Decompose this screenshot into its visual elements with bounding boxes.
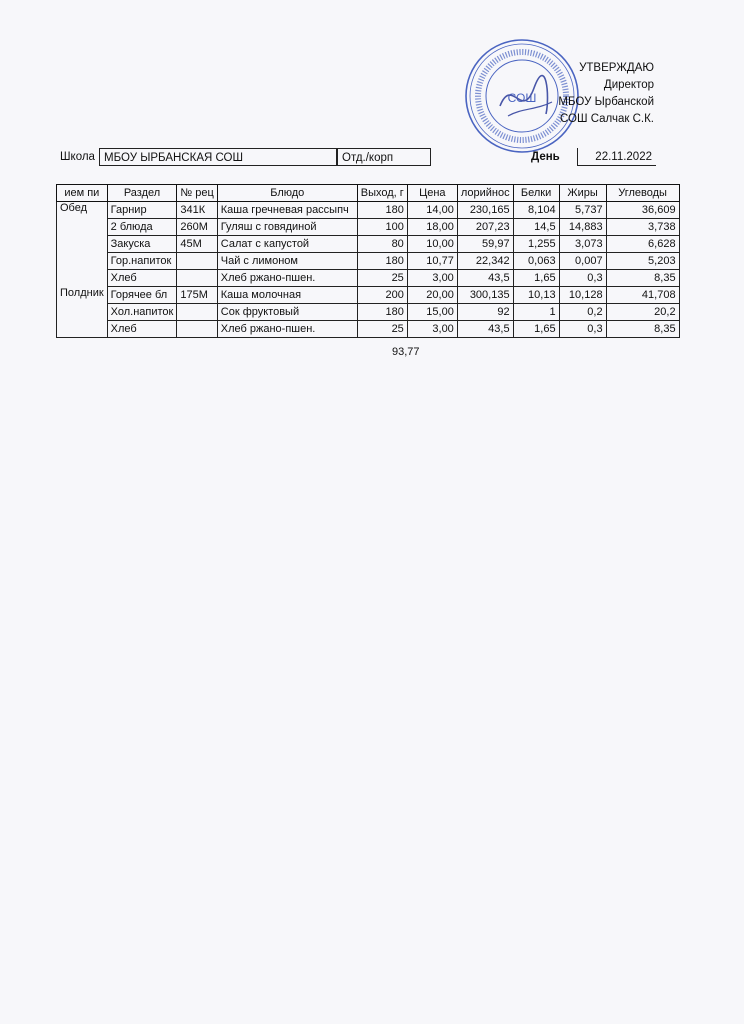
cell-yield: 200 [357, 287, 407, 304]
cell-meal: Обед [57, 202, 108, 219]
cell-meal [57, 253, 108, 270]
cell-kcal: 59,97 [457, 236, 513, 253]
cell-protein: 1,65 [513, 270, 559, 287]
cell-kcal: 300,135 [457, 287, 513, 304]
table-row [57, 287, 680, 304]
cell-section: Хлеб [107, 321, 177, 338]
cell-dish: Каша молочная [217, 287, 357, 304]
cell-kcal: 43,5 [457, 321, 513, 338]
cell-section: Гор.напиток [107, 253, 177, 270]
cell-section: Хлеб [107, 270, 177, 287]
cell-carbs: 3,738 [606, 219, 679, 236]
cell-price: 14,00 [407, 202, 457, 219]
cell-yield: 25 [357, 270, 407, 287]
cell-protein: 8,104 [513, 202, 559, 219]
cell-section: Закуска [107, 236, 177, 253]
approval-block [558, 60, 654, 128]
cell-recipe: 260М [177, 219, 217, 236]
cell-kcal: 207,23 [457, 219, 513, 236]
cell-dish: Каша гречневая рассыпч [217, 202, 357, 219]
approval-signatory: СОШ Салчак С.К. [559, 113, 654, 125]
cell-meal [57, 304, 108, 321]
cell-price: 3,00 [407, 321, 457, 338]
col-recipe: № рец [177, 185, 217, 202]
stamp-center-text: СОШ [507, 91, 537, 105]
cell-dish: Чай с лимоном [217, 253, 357, 270]
cell-kcal: 22,342 [457, 253, 513, 270]
cell-fat: 0,2 [559, 304, 606, 321]
cell-kcal: 43,5 [457, 270, 513, 287]
cell-protein: 0,063 [513, 253, 559, 270]
approval-position: Директор [603, 79, 654, 91]
cell-meal: Полдник [57, 287, 108, 304]
cell-carbs: 5,203 [606, 253, 679, 270]
cell-meal [57, 236, 108, 253]
cell-yield: 180 [357, 202, 407, 219]
cell-meal [57, 270, 108, 287]
cell-carbs: 41,708 [606, 287, 679, 304]
col-meal: ием пи [57, 185, 108, 202]
cell-section: 2 блюда [107, 219, 177, 236]
cell-section: Хол.напиток [107, 304, 177, 321]
cell-fat: 0,007 [559, 253, 606, 270]
cell-fat: 10,128 [559, 287, 606, 304]
cell-carbs: 20,2 [606, 304, 679, 321]
cell-yield: 180 [357, 253, 407, 270]
cell-price: 18,00 [407, 219, 457, 236]
cell-price: 10,77 [407, 253, 457, 270]
col-carbs: Углеводы [606, 185, 679, 202]
cell-yield: 25 [357, 321, 407, 338]
dept-field [337, 148, 431, 166]
cell-price: 10,00 [407, 236, 457, 253]
cell-fat: 5,737 [559, 202, 606, 219]
cell-yield: 100 [357, 219, 407, 236]
table-row [57, 236, 680, 253]
cell-kcal: 92 [457, 304, 513, 321]
col-protein: Белки [513, 185, 559, 202]
cell-yield: 180 [357, 304, 407, 321]
cell-price: 20,00 [407, 287, 457, 304]
cell-kcal: 230,165 [457, 202, 513, 219]
cell-fat: 0,3 [559, 321, 606, 338]
cell-carbs: 8,35 [606, 270, 679, 287]
col-yield: Выход, г [357, 185, 407, 202]
cell-dish: Гуляш с говядиной [217, 219, 357, 236]
col-dish: Блюдо [217, 185, 357, 202]
col-price: Цена [407, 185, 457, 202]
cell-recipe [177, 253, 217, 270]
cell-dish: Салат с капустой [217, 236, 357, 253]
menu-table [56, 184, 680, 338]
table-row [57, 304, 680, 321]
cell-carbs: 8,35 [606, 321, 679, 338]
dept-label: Отд./корп [342, 152, 394, 164]
table-header-row [57, 185, 680, 202]
col-kcal: лорийнос [457, 185, 513, 202]
cell-carbs: 6,628 [606, 236, 679, 253]
col-fat: Жиры [559, 185, 606, 202]
day-field: 22.11.2022 [577, 148, 656, 166]
total-price: 93,77 [392, 346, 420, 358]
cell-fat: 0,3 [559, 270, 606, 287]
cell-recipe: 341К [177, 202, 217, 219]
cell-dish: Хлеб ржано-пшен. [217, 270, 357, 287]
cell-recipe [177, 304, 217, 321]
cell-protein: 1 [513, 304, 559, 321]
cell-dish: Хлеб ржано-пшен. [217, 321, 357, 338]
cell-section: Гарнир [107, 202, 177, 219]
cell-recipe: 45М [177, 236, 217, 253]
approval-organization: МБОУ Ырбанской [558, 96, 654, 108]
table-row [57, 202, 680, 219]
table-body [57, 202, 680, 338]
cell-protein: 1,255 [513, 236, 559, 253]
cell-protein: 1,65 [513, 321, 559, 338]
day-label: День [531, 151, 560, 163]
cell-fat: 3,073 [559, 236, 606, 253]
cell-fat: 14,883 [559, 219, 606, 236]
school-label: Школа [60, 151, 95, 163]
cell-dish: Сок фруктовый [217, 304, 357, 321]
cell-protein: 14,5 [513, 219, 559, 236]
table-row [57, 270, 680, 287]
cell-carbs: 36,609 [606, 202, 679, 219]
table-row [57, 321, 680, 338]
cell-section: Горячее бл [107, 287, 177, 304]
cell-meal [57, 321, 108, 338]
cell-yield: 80 [357, 236, 407, 253]
cell-recipe [177, 270, 217, 287]
school-field: МБОУ ЫРБАНСКАЯ СОШ [99, 148, 337, 166]
table-row [57, 253, 680, 270]
cell-recipe: 175М [177, 287, 217, 304]
col-section: Раздел [107, 185, 177, 202]
cell-recipe [177, 321, 217, 338]
cell-meal [57, 219, 108, 236]
table-row [57, 219, 680, 236]
cell-protein: 10,13 [513, 287, 559, 304]
cell-price: 15,00 [407, 304, 457, 321]
cell-price: 3,00 [407, 270, 457, 287]
approval-title: УТВЕРЖДАЮ [579, 62, 654, 74]
